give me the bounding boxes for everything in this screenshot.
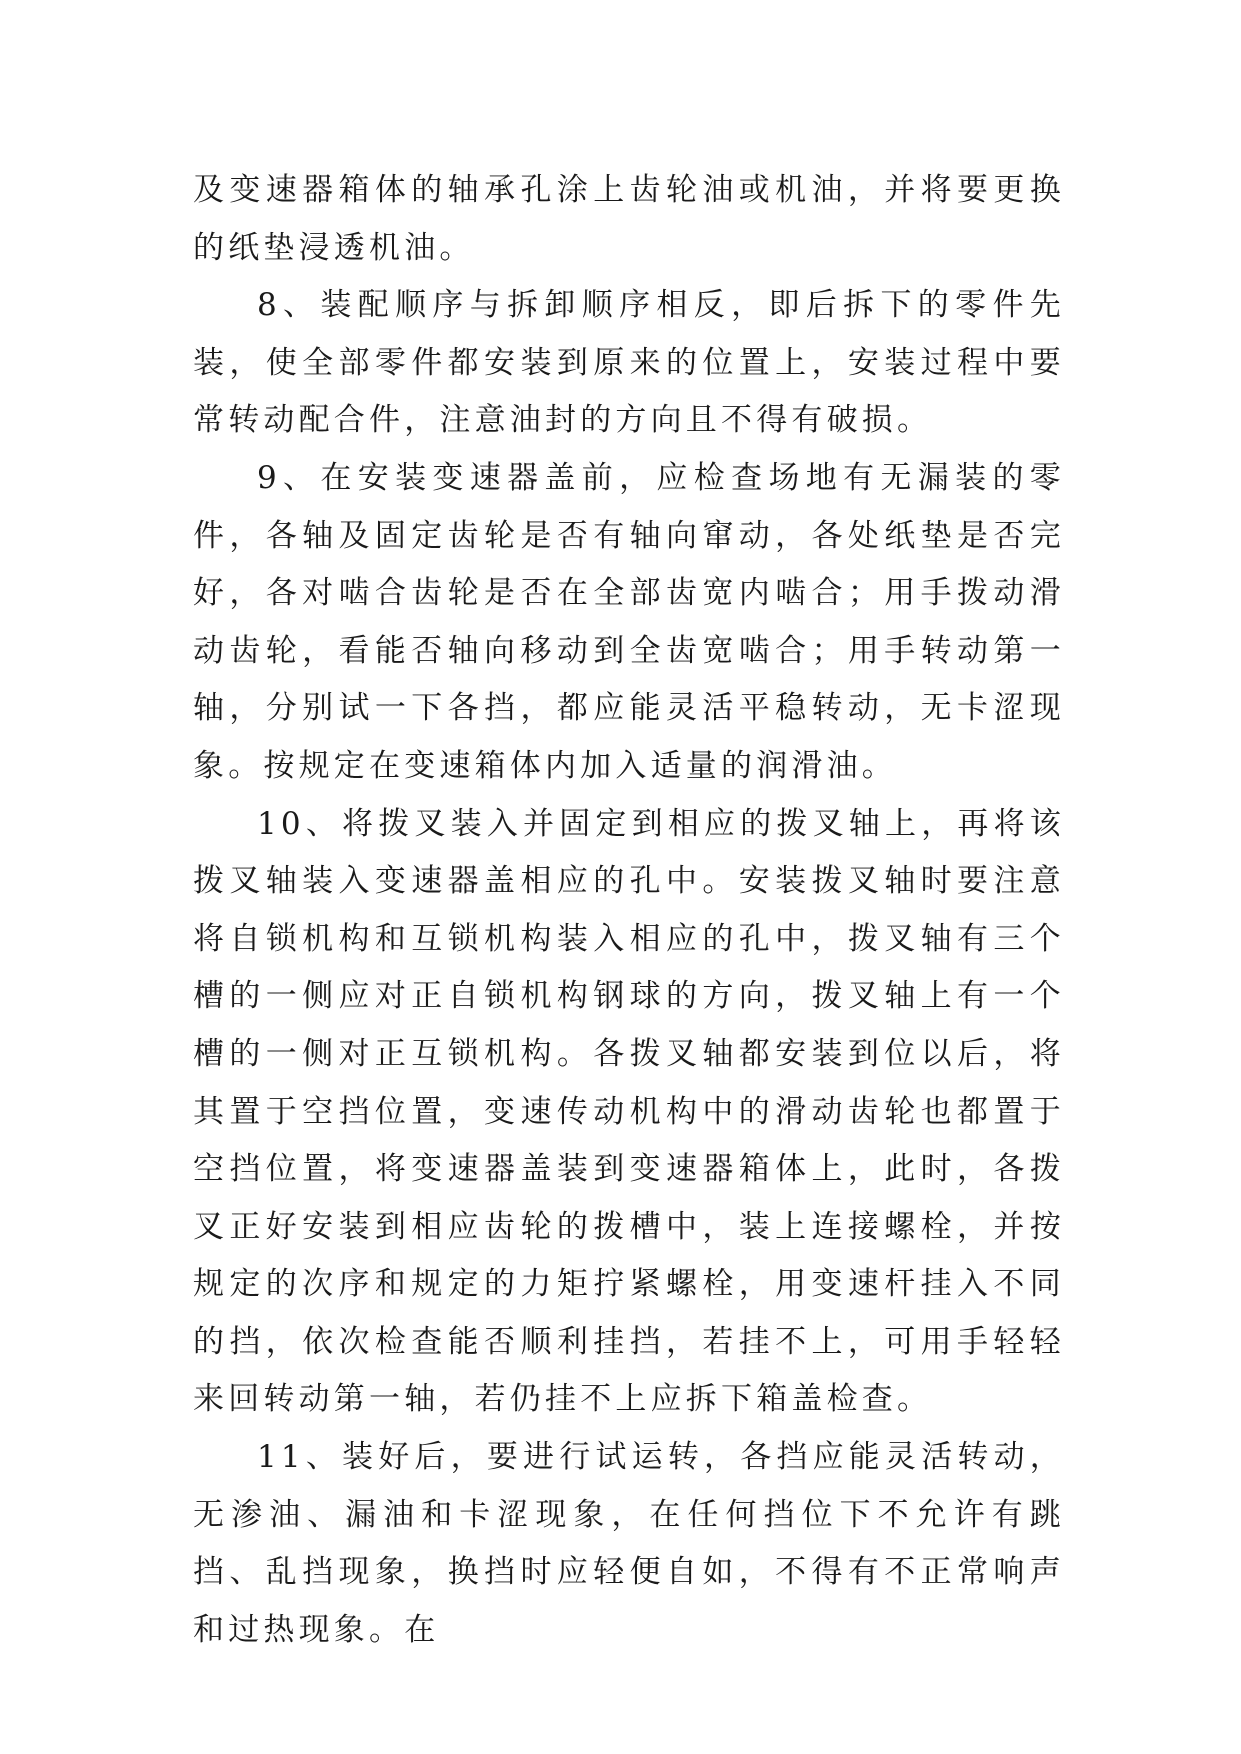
paragraph-item-11: 11、装好后，要进行试运转，各挡应能灵活转动，无渗油、漏油和卡涩现象，在任何挡位下不允许有跳挡、乱挡现象，换挡时应轻便自如，不得有不正常响声和过热现象。在 bbox=[193, 1439, 1065, 1648]
paragraph-continuation: 及变速器箱体的轴承孔涂上齿轮油或机油，并将要更换的纸垫浸透机油。 bbox=[193, 172, 1065, 266]
paragraph-item-9: 9、在安装变速器盖前，应检查场地有无漏装的零件，各轴及固定齿轮是否有轴向窜动，各处纸垫是否完好，各对啮合齿轮是否在全部齿宽内啮合；用手拨动滑动齿轮，看能否轴向移动到全齿宽啮合；用手转动第一轴，分别试一下各挡，都应能灵活平稳转动，无卡涩现象。按规定在变速箱体内加入适量的润滑油。 bbox=[193, 459, 1065, 784]
paragraph-item-8: 8、装配顺序与拆卸顺序相反，即后拆下的零件先装，使全部零件都安装到原来的位置上，安装过程中要常转动配合件，注意油封的方向且不得有破损。 bbox=[193, 287, 1065, 439]
paragraph-item-10: 10、将拨叉装入并固定到相应的拨叉轴上，再将该拨叉轴装入变速器盖相应的孔中。安装拨叉轴时要注意将自锁机构和互锁机构装入相应的孔中，拨叉轴有三个槽的一侧应对正自锁机构钢球的方向，拨叉轴上有一个槽的一侧对正互锁机构。各拨叉轴都安装到位以后，将其置于空挡位置，变速传动机构中的滑动齿轮也都置于空挡位置，将变速器盖装到变速器箱体上，此时，各拨叉正好安装到相应齿轮的拨槽中，装上连接螺栓，并按规定的次序和规定的力矩拧紧螺栓，用变速杆挂入不同的挡，依次检查能否顺利挂挡，若挂不上，可用手轻轻来回转动第一轴，若仍挂不上应拆下箱盖检查。 bbox=[193, 805, 1065, 1418]
document-body bbox=[193, 162, 1065, 1659]
